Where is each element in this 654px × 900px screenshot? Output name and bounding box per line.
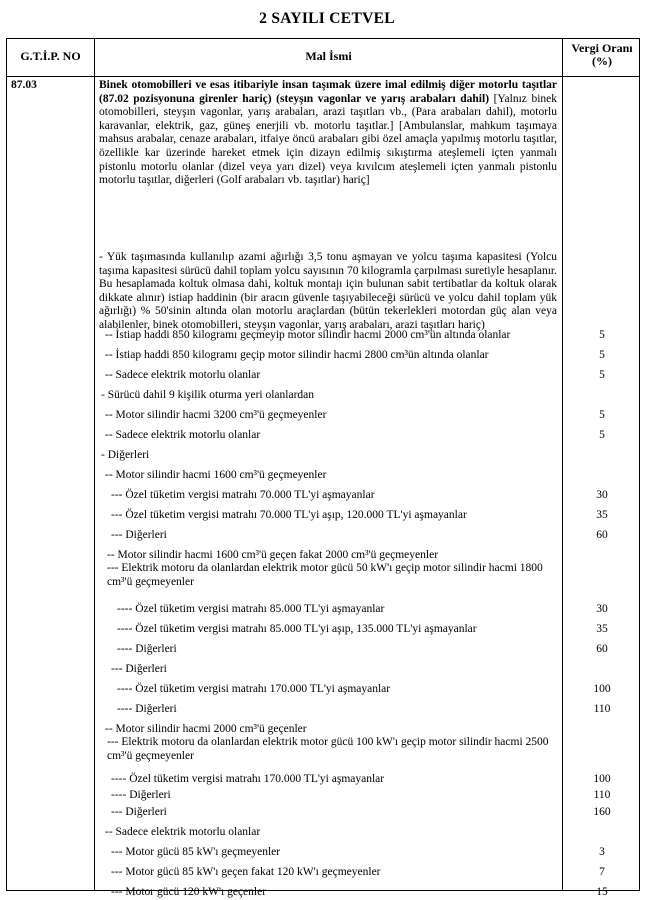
row-label: --- Motor gücü 85 kW'ı geçen fakat 120 kW'ı geçmeyenler	[111, 866, 381, 878]
table-row	[7, 448, 639, 462]
row-label: -- Sadece elektrik motorlu olanlar	[105, 429, 261, 441]
row-label: --- Diğerleri	[111, 663, 167, 675]
table-row	[7, 548, 639, 562]
row-label: --- Motor gücü 85 kW'ı geçmeyenler	[111, 846, 281, 858]
row-label: -- Sadece elektrik motorlu olanlar	[105, 369, 261, 381]
table-row	[7, 622, 639, 636]
row-label: ---- Özel tüketim vergisi matrahı 170.000 TL'yi aşmayanlar	[111, 773, 385, 785]
table-row	[7, 642, 639, 656]
row-rate: 110	[593, 703, 611, 715]
tax-rate-table	[6, 38, 640, 898]
intro-description	[99, 79, 557, 188]
gtip-code: 87.03	[11, 79, 37, 91]
intro-scope-text: - Yük taşımasında kullanılıp azami ağırlığı 3,5 tonu aşmayan ve yolcu taşıma kapasitesi (Yolcu taşıma kapasitesi sürücü dahil toplam yolcu sayısının 70 kilogramla çarpılması suretiyle hesaplanır. Bu hesaplamada koltuk olmasa dahi, koltuk montajı için bulunan sabit tertibatlar da koltuk olarak dikkate alınır) istiap haddinin (bir aracın güvenle taşıyabileceği sürücü ve yolcu dahil toplam yük ağırlığı) % 50'sinin altında olan motorlu araçlardan (bütün tekerlekleri motordan güç alan veya alabilenler, binek otomobilleri, steyşın vagonlar, yarış arabaları, arazi taşıtları hariç)	[99, 251, 557, 331]
table-row	[7, 528, 639, 542]
column-divider	[94, 39, 95, 890]
header-gtip: G.T.İ.P. NO	[20, 49, 81, 63]
row-label: ---- Diğerleri	[111, 789, 171, 801]
row-rate: 5	[599, 349, 605, 361]
column-divider	[562, 39, 563, 890]
table-row	[7, 408, 639, 422]
row-label: --- Elektrik motoru da olanlardan elektrik motor gücü 50 kW'ı geçip motor silindir hacmi 1800 cm³'ü geçmeyenler	[107, 562, 543, 588]
table-row	[7, 388, 639, 402]
table-row	[7, 428, 639, 442]
row-rate: 5	[599, 429, 605, 441]
row-label: ---- Özel tüketim vergisi matrahı 85.000 TL'yi aşmayanlar	[117, 603, 385, 615]
row-label: ---- Özel tüketim vergisi matrahı 170.000 TL'yi aşmayanlar	[117, 683, 391, 695]
table-row	[7, 602, 639, 616]
table-row	[7, 845, 639, 859]
page-title: 2 SAYILI CETVEL	[259, 10, 395, 27]
intro-bold-text: Binek otomobilleri ve esas itibariyle insan taşımak üzere imal edilmiş diğer motorlu taşıtlar (87.02 pozisyonuna girenler hariç) (steyşın vagonlar ve yarış arabaları dahil)	[99, 79, 557, 105]
table-row	[7, 736, 639, 762]
table-row	[7, 682, 639, 696]
table-row	[7, 508, 639, 522]
row-rate: 35	[596, 509, 608, 521]
row-label: -- Sadece elektrik motorlu olanlar	[105, 826, 261, 838]
row-rate: 60	[596, 643, 608, 655]
row-rate: 30	[596, 603, 608, 615]
row-rate: 100	[593, 773, 611, 785]
row-label: -- Motor silindir hacmi 2000 cm³'ü geçenler	[105, 723, 307, 735]
row-rate: 5	[599, 409, 605, 421]
row-label: --- Özel tüketim vergisi matrahı 70.000 TL'yi aşmayanlar	[111, 489, 375, 501]
header-goods-name: Mal İsmi	[305, 49, 352, 63]
table-row	[7, 702, 639, 716]
table-row	[7, 788, 639, 802]
row-label: - Diğerleri	[101, 449, 150, 461]
header-divider	[7, 76, 639, 77]
row-rate: 110	[593, 789, 611, 801]
row-label: --- Motor gücü 120 kW'ı geçenler	[111, 886, 267, 898]
row-label: - Sürücü dahil 9 kişilik oturma yeri olanlardan	[101, 389, 315, 401]
table-row	[7, 885, 639, 899]
row-rate: 7	[599, 866, 605, 878]
row-rate: 15	[596, 886, 608, 898]
table-row	[7, 825, 639, 839]
table-row	[7, 722, 639, 736]
row-rate: 3	[599, 846, 605, 858]
row-rate: 5	[599, 369, 605, 381]
row-rate: 5	[599, 329, 605, 341]
row-rate: 60	[596, 529, 608, 541]
row-rate: 30	[596, 489, 608, 501]
header-tax-rate-line1: Vergi Oranı	[571, 41, 633, 55]
row-label: ---- Diğerleri	[117, 643, 177, 655]
table-row	[7, 805, 639, 819]
table-row	[7, 368, 639, 382]
table-row	[7, 468, 639, 482]
row-rate: 100	[593, 683, 611, 695]
row-label: --- Elektrik motoru da olanlardan elektrik motor gücü 100 kW'ı geçip motor silindir hacmi 2500 cm³'ü geçmeyenler	[107, 736, 549, 762]
row-label: ---- Özel tüketim vergisi matrahı 85.000 TL'yi aşıp, 135.000 TL'yi aşmayanlar	[117, 623, 477, 635]
row-label: -- İstiap haddi 850 kilogramı geçmeyip motor silindir hacmi 2000 cm³'ün altında olanlar	[105, 329, 511, 341]
row-label: -- Motor silindir hacmi 3200 cm³'ü geçmeyenler	[105, 409, 327, 421]
header-tax-rate-line2: (%)	[592, 54, 612, 68]
table-row	[7, 328, 639, 342]
intro-note-text: [Yalnız binek otomobilleri, steyşın vagonlar, yarış arabaları, arazi taşıtları vb., (Para arabaları dahil), motorlu karavanlar, elektrik, gaz, güneş enerjili vb. motorlu taşıtlar.] [Ambulanslar, mahkum taşımaya mahsus arabalar, cenaze arabaları, itfaiye öncü arabaları gibi özel amaçla yapılmış motorlu taşıtlar, özellikle kar üzerinde hareket etmek için dizayn edilmiş sıkıştırma ateşlemeli içten yanmalı pistonlu motorlu olanlar (dizel veya yarı dizel) veya kıvılcım ateşlemeli içten yanmalı pistonlu motorlu taşıtlar, diğerleri (Golf arabaları vb. taşıtlar) hariç]	[99, 92, 557, 187]
row-label: ---- Diğerleri	[117, 703, 177, 715]
table-row	[7, 348, 639, 362]
row-rate: 35	[596, 623, 608, 635]
row-label: -- Motor silindir hacmi 1600 cm³'ü geçen fakat 2000 cm³'ü geçmeyenler	[107, 549, 439, 561]
table-row	[7, 772, 639, 786]
row-label: --- Diğerleri	[111, 529, 167, 541]
row-label: --- Özel tüketim vergisi matrahı 70.000 TL'yi aşıp, 120.000 TL'yi aşmayanlar	[111, 509, 467, 521]
row-label: -- İstiap haddi 850 kilogramı geçip motor silindir hacmi 2800 cm³ün altında olanlar	[105, 349, 489, 361]
table-row	[7, 865, 639, 879]
row-rate: 160	[593, 806, 611, 818]
header-tax-rate	[563, 42, 641, 68]
row-label: --- Diğerleri	[111, 806, 167, 818]
table-row	[7, 562, 639, 588]
row-label: -- Motor silindir hacmi 1600 cm³'ü geçmeyenler	[105, 469, 327, 481]
table-row	[7, 662, 639, 676]
table-row	[7, 488, 639, 502]
